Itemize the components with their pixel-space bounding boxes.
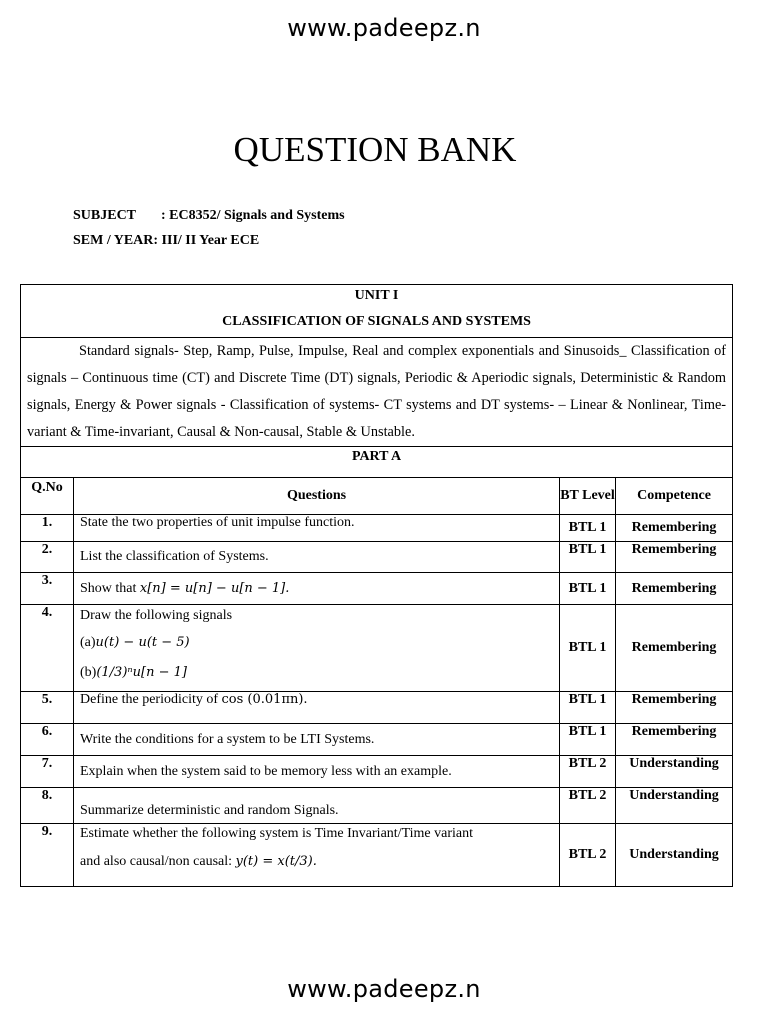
header-competence: Competence <box>616 478 733 515</box>
page-title: QUESTION BANK <box>233 130 517 169</box>
row-competence: Remembering <box>616 542 733 573</box>
question-part-b: (b)(1/3)ⁿu[n − 1] <box>80 665 187 680</box>
row-question <box>74 824 560 887</box>
unit-name: CLASSIFICATION OF SIGNALS AND SYSTEMS <box>222 314 531 329</box>
row-competence: Remembering <box>616 605 733 692</box>
row-question <box>74 692 560 724</box>
row-question: List the classification of Systems. <box>74 542 560 573</box>
row-competence: Remembering <box>616 692 733 724</box>
subject-label: SUBJECT <box>73 208 137 223</box>
table-row <box>21 824 733 887</box>
row-competence: Remembering <box>616 724 733 756</box>
question-math: x[n] = u[n] − u[n − 1]. <box>139 580 290 596</box>
header-qno: Q.No <box>21 478 74 515</box>
header-questions: Questions <box>74 478 560 515</box>
sem-value: III/ II Year ECE <box>161 233 260 248</box>
row-question: Summarize deterministic and random Signals. <box>74 788 560 824</box>
question-table <box>20 284 733 887</box>
sem-label: SEM / YEAR: <box>73 233 159 248</box>
row-bt-level: BTL 2 <box>560 756 616 788</box>
question-text: Show that <box>80 580 137 596</box>
row-question <box>74 605 560 692</box>
row-competence: Understanding <box>616 788 733 824</box>
row-number: 7. <box>21 756 74 788</box>
row-competence: Remembering <box>616 573 733 605</box>
unit-header-row <box>21 285 733 338</box>
syllabus-cell <box>21 338 733 447</box>
unit-title: UNIT I <box>354 288 399 303</box>
subject-line <box>73 208 345 224</box>
question-math: y(t) = x(t/3). <box>235 854 317 869</box>
row-bt-level: BTL 2 <box>560 788 616 824</box>
table-row <box>21 605 733 692</box>
table-row <box>21 756 733 788</box>
question-text: Estimate whether the following system is Time Invariant/Time variant <box>80 826 473 841</box>
watermark-top: www.padeepz.n <box>287 14 481 42</box>
table-row <box>21 788 733 824</box>
question-text: Draw the following signals <box>80 608 233 623</box>
table-header-row <box>21 478 733 515</box>
syllabus-row <box>21 338 733 447</box>
row-number: 8. <box>21 788 74 824</box>
row-bt-level: BTL 1 <box>560 515 616 542</box>
row-bt-level: BTL 1 <box>560 724 616 756</box>
question-text-2: and also causal/non causal: y(t) = x(t/3). <box>80 854 317 869</box>
question-math: cos (0.01πn). <box>221 692 308 707</box>
question-text: Define the periodicity of <box>80 692 219 707</box>
row-competence: Remembering <box>616 515 733 542</box>
sem-year-line <box>73 233 259 249</box>
watermark-bottom: www.padeepz.n <box>287 975 481 1003</box>
row-question: Write the conditions for a system to be LTI Systems. <box>74 724 560 756</box>
row-competence: Understanding <box>616 756 733 788</box>
row-number: 9. <box>21 824 74 887</box>
table-row <box>21 515 733 542</box>
unit-header-cell <box>21 285 733 338</box>
row-number: 1. <box>21 515 74 542</box>
row-number: 4. <box>21 605 74 692</box>
row-bt-level: BTL 1 <box>560 573 616 605</box>
row-bt-level: BTL 1 <box>560 692 616 724</box>
table-row <box>21 542 733 573</box>
table-row <box>21 724 733 756</box>
row-competence: Understanding <box>616 824 733 887</box>
row-bt-level: BTL 1 <box>560 542 616 573</box>
question-part-a: (a)u(t) − u(t − 5) <box>80 635 190 650</box>
row-number: 6. <box>21 724 74 756</box>
row-number: 2. <box>21 542 74 573</box>
question-math-a: u(t) − u(t − 5) <box>95 635 190 650</box>
header-bt-level: BT Level <box>560 478 616 515</box>
row-bt-level: BTL 2 <box>560 824 616 887</box>
row-question: State the two properties of unit impulse function. <box>74 515 560 542</box>
row-number: 5. <box>21 692 74 724</box>
table-row <box>21 573 733 605</box>
row-number: 3. <box>21 573 74 605</box>
part-row <box>21 447 733 478</box>
row-question <box>74 573 560 605</box>
row-bt-level: BTL 1 <box>560 605 616 692</box>
syllabus-text: Standard signals- Step, Ramp, Pulse, Impulse, Real and complex exponentials and Sinusoids_ Classification of signals – Continuous time (CT) and Discrete Time (DT) signals, Periodic & Aperiodic signals, Deterministic & Random signals, Energy & Power signals - Classification of systems- CT systems and DT systems- – Linear & Nonlinear, Time-variant & Time-invariant, Causal & Non-causal, Stable & Unstable. <box>27 343 727 440</box>
question-math-b: (1/3)ⁿu[n − 1] <box>96 665 187 680</box>
subject-value: : EC8352/ Signals and Systems <box>161 208 345 223</box>
row-question: Explain when the system said to be memory less with an example. <box>74 756 560 788</box>
part-label: PART A <box>21 447 733 478</box>
table-row <box>21 692 733 724</box>
